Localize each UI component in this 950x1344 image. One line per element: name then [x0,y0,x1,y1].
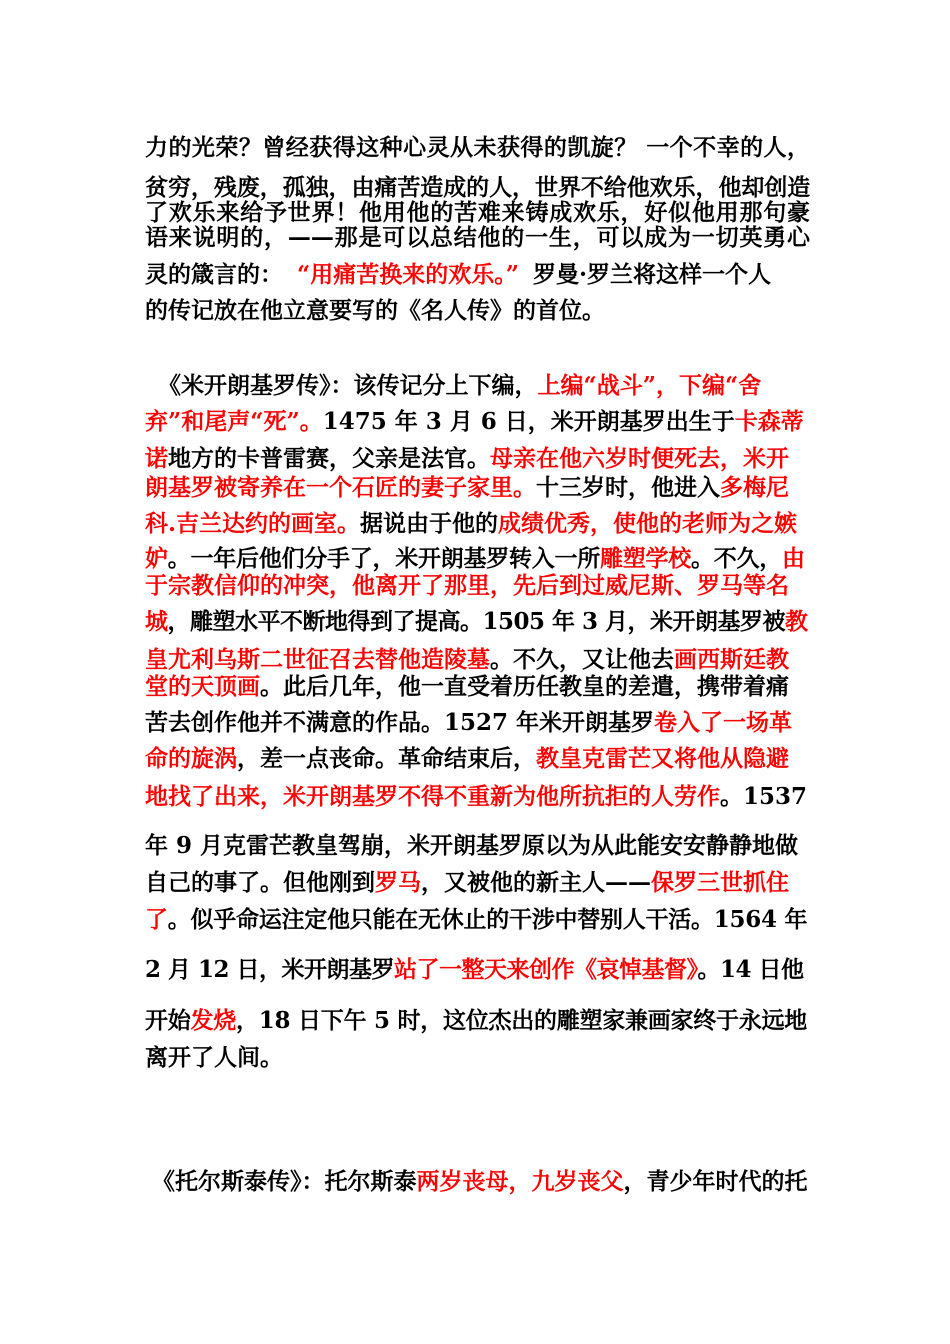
paragraph-line [145,708,810,738]
text-run: 的传记放在他立意要写的《名人传》的首位。 [145,297,605,324]
paragraph-line [145,296,810,326]
highlighted-text: 命的旋涡 [145,745,237,772]
paragraph-line [145,1006,810,1036]
highlighted-text: 上编“战斗”，下编“舍 [537,372,762,399]
paragraph-line [145,1043,810,1073]
text-run: ，青少年时代的托 [623,1168,808,1195]
highlighted-text: 教 [785,608,808,635]
paragraph-line [145,607,810,637]
text-run: 《米开朗基罗传》：该传记分上下编， [158,372,538,399]
highlighted-text: 卡森蒂 [734,408,804,435]
highlighted-text: 了 [145,906,168,933]
highlighted-text: 妒 [145,545,168,572]
paragraph-line [145,544,810,574]
text-run: 自己的事了。但他刚到 [145,869,375,896]
paragraph-line [145,782,810,812]
highlighted-text: 卷入了一场革 [654,709,793,736]
highlighted-text: 多梅尼 [720,474,789,501]
text-run: 。此后几年，他一直受着历任教皇的差遣，携带着痛 [260,673,789,700]
paragraph-line [145,444,810,474]
paragraph-line [145,571,810,601]
text-run: 。1537 [720,783,808,810]
highlighted-text: 弃”和尾声“死”。 [145,408,323,435]
paragraph-line [145,744,810,774]
highlighted-text: “用痛苦换来的欢乐。” [297,261,519,288]
paragraph-line [152,1167,810,1197]
highlighted-text: 皇尤利乌斯二世征召去替他造陵墓 [145,646,490,673]
paragraph-line [145,868,810,898]
highlighted-text: 罗马 [375,869,421,896]
highlighted-text: 站了一整天来创作《哀悼基督》 [394,956,698,983]
paragraph-line [145,407,810,437]
highlighted-text: 于宗教信仰的冲突，他离开了那里，先后到过威尼斯、罗马等名 [145,572,789,599]
text-run: ，差一点丧命。革命结束后， [237,745,536,772]
text-run: 苦去创作他并不满意的作品。1527 年米开朗基罗 [145,709,655,736]
text-run: 2 月 12 日，米开朗基罗 [145,956,395,983]
highlighted-text: 保罗三世抓住 [651,869,789,896]
text-run: ，雕塑水平不断地得到了提高。1505 年 3 月，米开朗基罗被 [167,608,786,635]
paragraph-line [145,133,810,163]
text-run: 年 9 月克雷芒教皇驾崩，米开朗基罗原以为从此能安安静静地做 [145,832,799,859]
text-run: 。似乎命运注定他只能在无休止的干涉中替别人干活。1564 年 [167,906,808,933]
highlighted-text: 朗基罗被寄养在一个石匠的妻子家里。 [145,474,536,501]
text-run: ，18 日下午 5 时，这位杰出的雕塑家兼画家终于永远地 [236,1007,808,1034]
text-run: 。不久， [691,545,782,572]
text-run: 十三岁时，他进入 [536,474,720,501]
highlighted-text: 教皇克雷芒又将他从隐避 [536,745,789,772]
highlighted-text: 两岁丧母，九岁丧父 [416,1168,624,1195]
text-run: ，又被他的新主人—— [421,869,651,896]
paragraph-line [145,223,810,253]
highlighted-text: 城 [145,608,168,635]
text-run: 。一年后他们分手了，米开朗基罗转入一所 [167,545,600,572]
highlighted-text: 发烧 [190,1007,236,1034]
text-run: 。不久，又让他去 [490,646,674,673]
text-run: 。14 日他 [697,956,804,983]
highlighted-text: 母亲在他六岁时便死去，米开 [490,445,789,472]
paragraph-line [145,955,810,985]
paragraph-line [145,645,810,675]
text-run: 据说由于他的 [360,510,499,537]
highlighted-text: 画西斯廷教 [674,646,789,673]
paragraph-line [145,473,810,503]
highlighted-text: 堂的天顶画 [145,673,260,700]
highlighted-text: 由 [782,545,805,572]
highlighted-text: 雕塑学校 [600,545,691,572]
highlighted-text: 地找了出来，米开朗基罗不得不重新为他所抗拒的人劳作 [145,783,720,810]
text-run: 贫穷，残废，孤独，由痛苦造成的人，世界不给他欢乐，他却创造 [145,174,810,201]
highlighted-text: 诺 [145,445,168,472]
paragraph-line [145,260,810,290]
highlighted-text: 科.吉兰达约的画室。 [145,510,361,537]
text-run: 1475 年 3 月 6 日，米开朗基罗出生于 [322,408,735,435]
text-run: 了欢乐来给予世界！他用他的苦难来铸成欢乐，好似他用那句豪 [145,199,810,226]
paragraph-line [158,371,810,401]
text-run: 灵的箴言的： [145,261,283,288]
paragraph-line [145,831,810,861]
paragraph-line [145,905,810,935]
text-run: 离开了人间。 [145,1044,283,1071]
paragraph-line [145,672,810,702]
paragraph-line [145,509,810,539]
text-run: 地方的卡普雷赛，父亲是法官。 [168,445,490,472]
highlighted-text: 成绩优秀，使他的老师为之嫉 [498,510,798,537]
text-run: 力的光荣？曾经获得这种心灵从未获得的凯旋？ 一个不幸的人， [145,134,810,161]
text-run: 罗曼·罗兰将这样一个人 [532,261,771,288]
text-run: 开始 [145,1007,191,1034]
text-run: 语来说明的，——那是可以总结他的一生，可以成为一切英勇心 [145,224,810,251]
text-run: 《托尔斯泰传》：托尔斯泰 [152,1168,417,1195]
